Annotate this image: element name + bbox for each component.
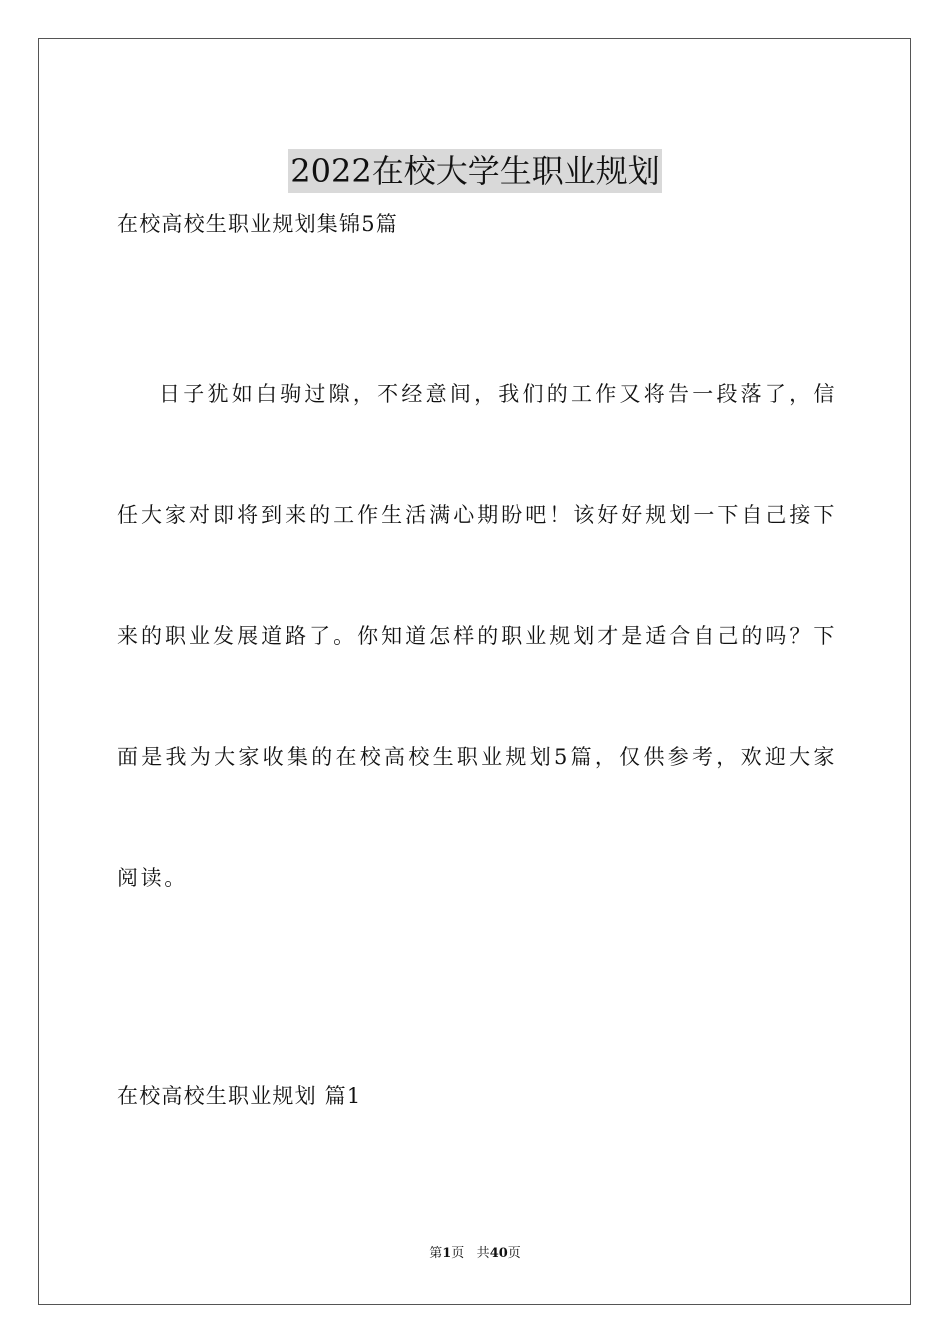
page-prefix: 第	[429, 1246, 443, 1261]
total-suffix: 页	[507, 1246, 521, 1261]
page-current: 1	[442, 1246, 452, 1261]
intro-paragraph: 日子犹如白驹过隙，不经意间，我们的工作又将告一段落了，信任大家对即将到来的工作生活满心期盼吧！该好好规划一下自己接下来的职业发展道路了。你知道怎样的职业规划才是适合自己的吗？下面是我为大家收集的在校高校生职业规划5篇，仅供参考，欢迎大家阅读。	[117, 382, 837, 890]
document-title: 2022在校大学生职业规划	[288, 149, 661, 193]
document-subtitle: 在校高校生职业规划集锦5篇	[117, 212, 398, 236]
page-footer	[0, 1245, 950, 1263]
title-container	[0, 128, 950, 215]
total-prefix: 共	[476, 1246, 490, 1261]
page-suffix: 页	[451, 1246, 465, 1261]
page-total: 40	[489, 1246, 508, 1261]
section-heading: 在校高校生职业规划 篇1	[117, 1084, 362, 1108]
